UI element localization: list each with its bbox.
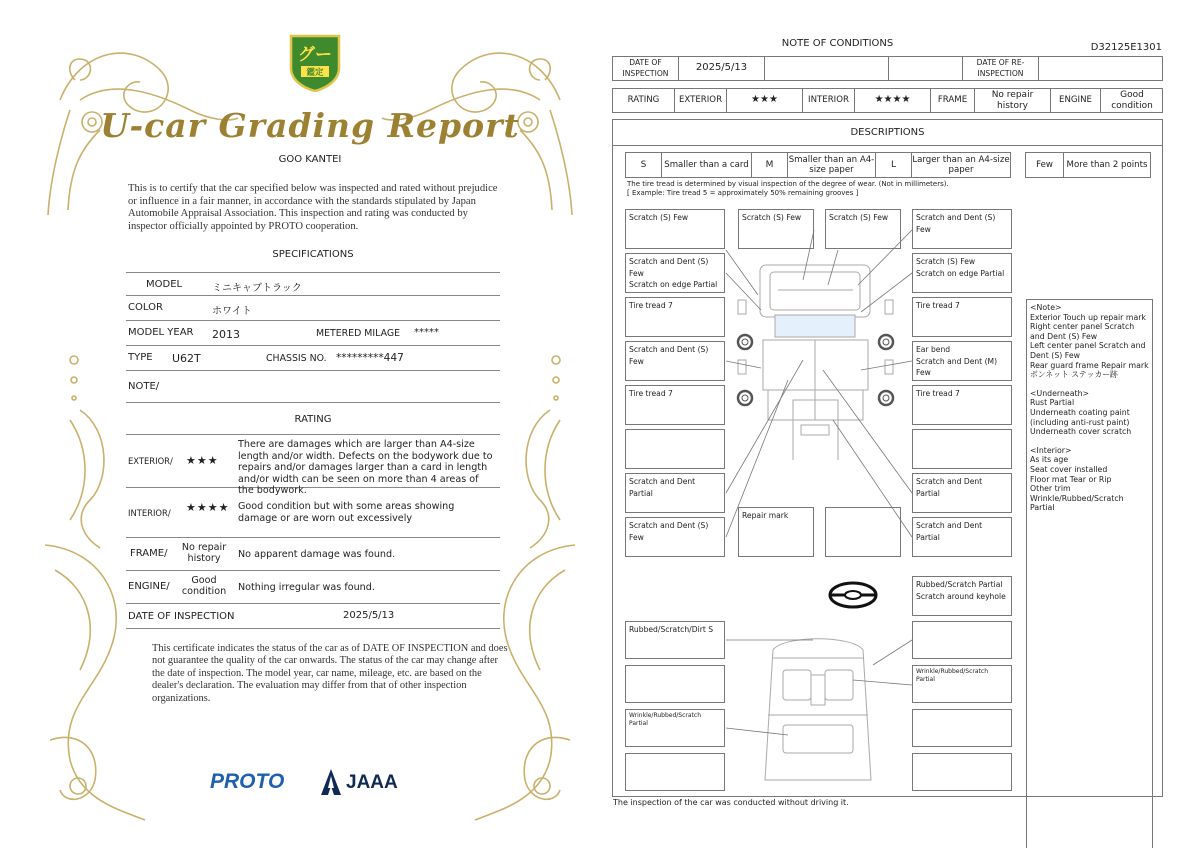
specifications-heading: SPECIFICATIONS [272,249,354,260]
exterior-box-1: Scratch (S) Few [625,209,725,249]
jaaa-logo: JAAA [346,772,398,793]
tread-note-2: [ Example: Tire tread 5 = approximately 50% remaining grooves ] [627,189,859,197]
engine-label: ENGINE/ [128,581,170,592]
note-label: NOTE/ [128,381,160,392]
date-insp-value: 2025/5/13 [679,57,765,80]
date-reinsp-label: DATE OF RE-INSPECTION [963,57,1039,80]
note-underneath: <Underneath> Rust Partial Underneath coating paint (including anti-rust paint) Underneath cover scratch [1030,388,1132,437]
exterior-box-6: Scratch (S) Few Scratch on edge Partial [912,253,1012,293]
model-year-label: MODEL YEAR [128,327,194,338]
certify-statement: This is to certify that the car specified below was inspected and rated without prejudice or influence in a fair manner, in accordance with the standards stipulated by Japan Automobile Appraisal Association. This inspection and rating was conducted by inspector officially appointed by PROTO cooperation. [128,183,498,232]
engine-description: Nothing irregular was found. [238,582,375,593]
interior-box-8 [625,753,725,791]
note-interior: <Interior> As its age Seat cover installed Floor mat Tear or Rip Other trim Wrinkle/Rubbed/Scratch Partial [1030,445,1124,513]
interior-label: INTERIOR [803,89,855,112]
exterior-description: There are damages which are larger than A4-size length and/or width. Defects on the bodywork due to repairs and/or damages larger than a card in length and/or width can be seen on more than 4 areas of the bodywork. [238,439,493,497]
model-year-value: 2013 [212,328,240,341]
rating-label: RATING [613,89,675,112]
chassis-value: *********447 [336,352,404,364]
right-side-ornament [510,350,570,550]
interior-box-7 [912,709,1012,747]
frame-description: No apparent damage was found. [238,549,396,560]
report-title: U-car Grading Report [100,106,520,145]
exterior-box-3: Scratch (S) Few [825,209,901,249]
note-general: <Note> Exterior Touch up repair mark Right center panel Scratch and Dent (S) Few Left center panel Scratch and Dent (S) Few Rear guard frame Repair mark ボンネット ステッカー跡 [1030,303,1149,380]
interior-diagram [753,630,883,790]
frame-rating-row [126,538,500,571]
model-value: ミニキャブトラック [212,283,302,294]
date-row [126,604,500,629]
badge-text: グー [298,45,332,65]
color-row [126,296,500,321]
exterior-box-19 [825,507,901,557]
legend-l-desc: Larger than an A4-size paper [912,154,1010,175]
exterior-box-11: Tire tread 7 [625,385,725,425]
exterior-box-9: Scratch and Dent (S) Few [625,341,725,381]
exterior-rating-row [126,434,500,497]
type-value: U62T [172,352,201,365]
interior-box-4 [625,665,725,703]
goo-kantei-badge [287,30,343,92]
exterior-box-4: Scratch and Dent (S) Few [912,209,1012,249]
exterior-stars: ★★★ [727,89,803,112]
date-label: DATE OF INSPECTION [128,611,235,622]
badge-sub: 鑑定 [306,68,324,78]
legend-m: M [752,153,788,177]
conditions-title: NOTE OF CONDITIONS [781,38,894,49]
exterior-box-17: Scratch and Dent (S) Few [625,517,725,557]
mileage-value: ***** [414,327,439,338]
descriptions-title: DESCRIPTIONS [613,120,1162,146]
model-row [126,272,500,296]
frame-value: No repair history [181,542,227,564]
exterior-box-14 [912,429,1012,469]
left-side-ornament [60,350,120,550]
legend-few-desc: More than 2 points [1066,159,1148,170]
report-subtitle: GOO KANTEI [278,154,342,165]
logos [210,768,430,798]
exterior-label: EXTERIOR [675,89,727,112]
color-value: ホワイト [212,306,252,317]
inspection-date-table [612,56,1163,81]
interior-box-3 [912,621,1012,659]
mileage-label: METERED MILAGE [316,328,401,339]
interior-label: INTERIOR/ [128,508,171,518]
interior-box-6: Wrinkle/Rubbed/Scratch Partial [625,709,725,747]
note-row [126,371,500,403]
frame-label: FRAME [931,89,975,112]
exterior-box-8: Tire tread 7 [912,297,1012,337]
exterior-box-5: Scratch and Dent (S) Few Scratch on edge Partial [625,253,725,293]
chassis-label: CHASSIS NO. [266,353,327,364]
exterior-diagram [723,260,909,460]
exterior-box-18: Repair mark [738,507,814,557]
exterior-box-2: Scratch (S) Few [738,209,814,249]
type-label: TYPE [128,352,153,363]
legend-s: S [626,153,662,177]
note-of-conditions [610,30,1165,820]
document-id: D32125E1301 [1090,42,1162,53]
steering-wheel-icon [827,580,879,610]
date-insp-extra [765,57,889,80]
engine-value: Good condition [181,575,227,597]
model-label: MODEL [146,279,183,290]
grading-certificate [40,20,580,830]
frame-label: FRAME/ [130,548,168,559]
interior-box-9 [912,753,1012,791]
tread-note-1: The tire tread is determined by visual inspection of the degree of wear. (Not in millimeters). [627,180,949,188]
few-legend [1025,152,1151,178]
interior-rating-row [126,488,500,538]
legend-s-desc: Smaller than a card [662,153,752,177]
date-insp-label: DATE OF INSPECTION [613,57,679,80]
exterior-box-13 [625,429,725,469]
engine-label: ENGINE [1051,89,1101,112]
closing-statement: This certificate indicates the status of the car as of DATE OF INSPECTION and does not guarantee the quality of the car onwards. The status of the car may change after the date of inspection. The model year, car name, mileage, etc. are based on the dealer's declaration. The evaluation may differ from that of other inspection organizations. [152,643,508,704]
engine-value: Good condition [1111,90,1153,111]
color-label: COLOR [128,302,163,313]
notes-column [1026,299,1153,848]
interior-description: Good condition but with some areas showing damage or are worn out excessively [238,501,455,524]
legend-l: L [876,153,912,177]
type-row [126,346,500,371]
exterior-box-15: Scratch and Dent Partial [625,473,725,513]
exterior-box-10: Ear bend Scratch and Dent (M) Few [912,341,1012,381]
exterior-box-7: Tire tread 7 [625,297,725,337]
engine-rating-row [126,571,500,604]
exterior-stars: ★★★ [186,454,219,467]
interior-stars: ★★★★ [186,501,230,514]
footer-note: The inspection of the car was conducted without driving it. [613,798,849,807]
date-blank [889,57,963,80]
interior-box-2: Rubbed/Scratch/Dirt S [625,621,725,659]
frame-value: No repair history [975,89,1051,112]
interior-stars: ★★★★ [855,89,931,112]
legend-m-desc: Smaller than an A4-size paper [788,154,875,175]
rating-heading: RATING [294,414,332,425]
legend-few: Few [1026,153,1064,177]
size-legend [625,152,1011,178]
interior-box-1: Rubbed/Scratch Partial Scratch around keyhole [912,576,1012,616]
rating-table [612,88,1163,113]
proto-logo: PROTO [210,770,285,793]
exterior-label: EXTERIOR/ [128,456,173,466]
exterior-box-12: Tire tread 7 [912,385,1012,425]
exterior-box-20: Scratch and Dent Partial [912,517,1012,557]
jaaa-mark-icon [320,768,342,796]
descriptions-panel [612,119,1163,797]
date-reinsp-value [1039,57,1163,80]
model-year-row [126,321,500,346]
exterior-box-16: Scratch and Dent Partial [912,473,1012,513]
interior-box-5: Wrinkle/Rubbed/Scratch Partial [912,665,1012,703]
date-value: 2025/5/13 [343,610,395,621]
